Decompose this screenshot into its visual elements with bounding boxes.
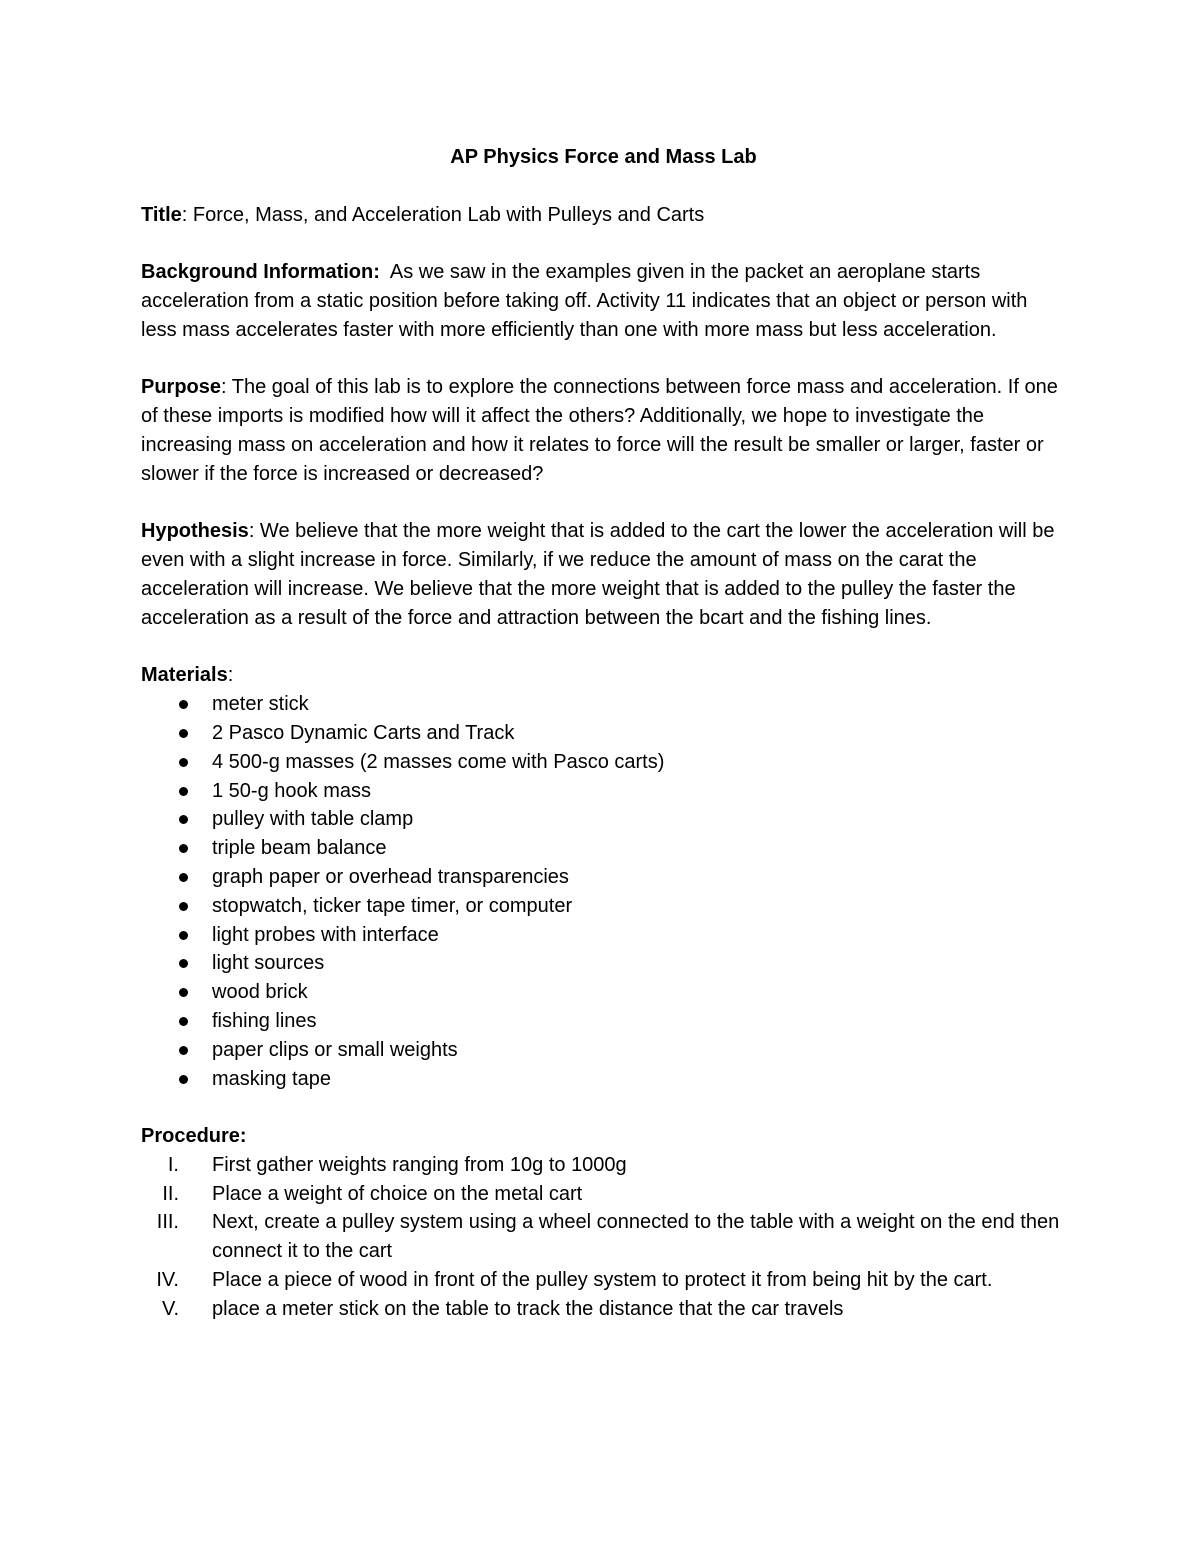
bullet-icon bbox=[179, 931, 188, 940]
bullet-icon bbox=[179, 787, 188, 796]
material-item-text: fishing lines bbox=[212, 1009, 317, 1032]
document-title: AP Physics Force and Mass Lab bbox=[450, 146, 757, 168]
material-item-text: triple beam balance bbox=[212, 837, 387, 860]
list-item bbox=[141, 690, 1066, 719]
purpose-label: Purpose bbox=[141, 376, 222, 399]
material-item-text: graph paper or overhead transparencies bbox=[212, 865, 569, 888]
list-item bbox=[141, 834, 1066, 863]
step-text: Place a weight of choice on the metal cart bbox=[212, 1182, 583, 1205]
material-item-text: 2 Pasco Dynamic Carts and Track bbox=[212, 721, 515, 744]
material-item-text: meter stick bbox=[212, 693, 309, 716]
procedure-step bbox=[141, 1266, 1066, 1295]
hypothesis-text: : We believe that the more weight that is added to the cart the lower the acceleration will be even with a slight increase in force. Similarly, if we reduce the amount of mass on the carat the acceleration will increase. We believe that the more weight that is added to the pulley the faster the acceleration as a result of the force and attraction between the bcart and the fishing lines. bbox=[141, 520, 1055, 629]
step-text: place a meter stick on the table to track the distance that the car travels bbox=[212, 1297, 844, 1320]
list-item bbox=[141, 978, 1066, 1007]
hypothesis-label: Hypothesis bbox=[141, 520, 249, 543]
bullet-icon bbox=[179, 815, 188, 824]
bullet-icon bbox=[179, 988, 188, 997]
material-item-text: paper clips or small weights bbox=[212, 1038, 458, 1061]
purpose-text: : The goal of this lab is to explore the connections between force mass and acceleration. If one of these imports is modified how will it affect the others? Additionally, we hope to investigate the increasing mass on acceleration and how it relates to force will the result be smaller or larger, faster or slower if the force is increased or decreased? bbox=[141, 376, 1058, 485]
list-item bbox=[141, 863, 1066, 892]
procedure-list bbox=[141, 1151, 1066, 1324]
bullet-icon bbox=[179, 844, 188, 853]
background-text: As we saw in the examples given in the packet an aeroplane starts acceleration from a static position before taking off. Activity 11 indicates that an object or person with less mass accelerates faster with more efficiently than one with more mass but less acceleration. bbox=[141, 261, 1033, 341]
materials-heading-colon: : bbox=[227, 664, 234, 687]
materials-heading bbox=[141, 661, 1066, 690]
material-item-text: masking tape bbox=[212, 1067, 331, 1090]
purpose-paragraph bbox=[141, 373, 1066, 488]
material-item-text: stopwatch, ticker tape timer, or computer bbox=[212, 894, 573, 917]
bullet-icon bbox=[179, 959, 188, 968]
procedure-step bbox=[141, 1151, 1066, 1180]
list-item bbox=[141, 1036, 1066, 1065]
material-item-text: 1 50-g hook mass bbox=[212, 779, 371, 802]
step-numeral: IV. bbox=[156, 1269, 179, 1292]
material-item-text: pulley with table clamp bbox=[212, 808, 414, 831]
list-item bbox=[141, 949, 1066, 978]
title-label: Title bbox=[141, 203, 182, 226]
materials-heading-text: Materials bbox=[141, 664, 228, 687]
list-item bbox=[141, 805, 1066, 834]
bullet-icon bbox=[179, 873, 188, 882]
material-item-text: light probes with interface bbox=[212, 923, 439, 946]
list-item bbox=[141, 748, 1066, 777]
title-paragraph bbox=[141, 201, 1066, 230]
document-body bbox=[141, 143, 1066, 1324]
material-item-text: wood brick bbox=[212, 981, 308, 1004]
bullet-icon bbox=[179, 1017, 188, 1026]
bullet-icon bbox=[179, 1046, 188, 1055]
bullet-icon bbox=[179, 1075, 188, 1084]
procedure-step bbox=[141, 1295, 1066, 1324]
step-numeral: V. bbox=[161, 1297, 179, 1320]
materials-list bbox=[141, 690, 1066, 1093]
material-item-text: light sources bbox=[212, 952, 325, 975]
list-item bbox=[141, 1065, 1066, 1094]
step-text: First gather weights ranging from 10g to 1000g bbox=[212, 1153, 627, 1176]
material-item-text: 4 500-g masses (2 masses come with Pasco carts) bbox=[212, 750, 665, 773]
list-item bbox=[141, 1007, 1066, 1036]
procedure-step bbox=[141, 1208, 1066, 1266]
procedure-step bbox=[141, 1180, 1066, 1209]
hypothesis-paragraph bbox=[141, 517, 1066, 632]
list-item bbox=[141, 719, 1066, 748]
step-text: Place a piece of wood in front of the pulley system to protect it from being hit by the cart. bbox=[212, 1269, 993, 1292]
bullet-icon bbox=[179, 729, 188, 738]
step-numeral: I. bbox=[167, 1153, 179, 1176]
list-item bbox=[141, 892, 1066, 921]
bullet-icon bbox=[179, 758, 188, 767]
list-item bbox=[141, 921, 1066, 950]
bullet-icon bbox=[179, 700, 188, 709]
step-numeral: II. bbox=[162, 1182, 179, 1205]
title-text: : Force, Mass, and Acceleration Lab with Pulleys and Carts bbox=[181, 203, 705, 226]
background-label: Background Information: bbox=[141, 261, 380, 284]
bullet-icon bbox=[179, 902, 188, 911]
step-text: Next, create a pulley system using a wheel connected to the table with a weight on the end then connect it to the cart bbox=[212, 1211, 1060, 1263]
list-item bbox=[141, 777, 1066, 806]
step-numeral: III. bbox=[156, 1211, 179, 1234]
procedure-heading: Procedure: bbox=[141, 1125, 247, 1148]
background-paragraph bbox=[141, 258, 1066, 344]
